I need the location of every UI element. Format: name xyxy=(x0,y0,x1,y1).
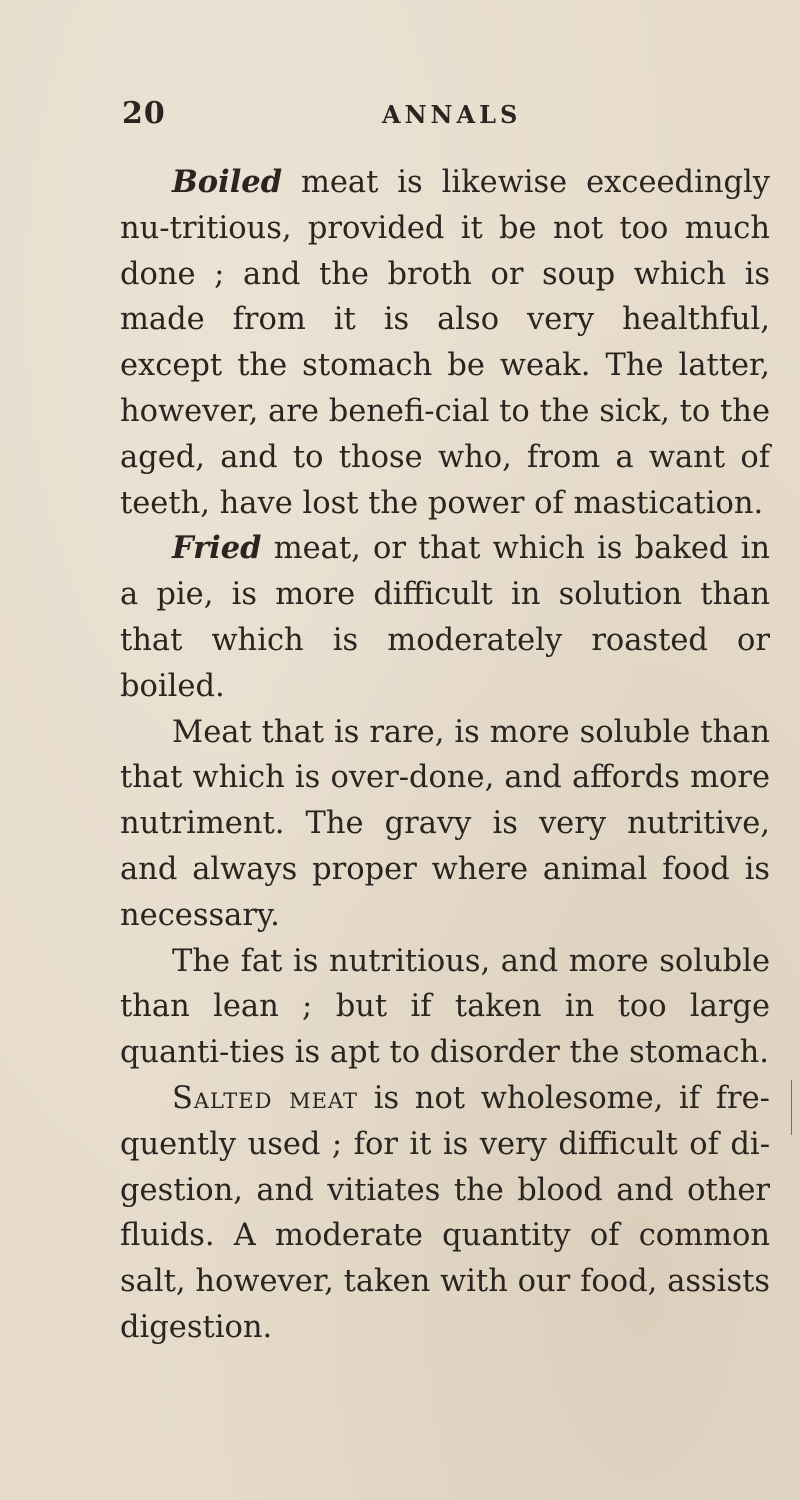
paragraph-salted-meat xyxy=(120,1076,770,1351)
page-number: 20 xyxy=(122,96,166,131)
page-edge-mark xyxy=(791,1080,792,1135)
body-text xyxy=(120,160,770,1351)
paragraph-boiled-meat xyxy=(120,160,770,526)
paragraph-fat: The fat is nutritious, and more soluble than lean ; but if taken in too large quanti-ties is apt to disorder the stomach. xyxy=(120,943,770,1071)
paragraph-lead-smallcaps: Salted meat xyxy=(172,1080,359,1116)
paragraph-lead-word: Boiled xyxy=(172,164,283,200)
page-header xyxy=(122,96,722,136)
paragraph-text: meat, or that which is baked in a pie, is more difficult in solution than that which is moderately roasted or boiled. xyxy=(120,531,770,704)
paragraph-text: is not wholesome, if fre-quently used ; for it is very difficult of di-gestion, and vitiates the blood and other fluids. A moderate quantity of common salt, however, taken with our food, assists digestion. xyxy=(120,1080,770,1345)
paragraph-text: meat is likewise exceedingly nu-tritious, provided it be not too much done ; and the broth or soup which is made from it is also very healthful, except the stomach be weak. The latter, however, are benefi-cial to the sick, to the aged, and to those who, from a want of teeth, have lost the power of mastication. xyxy=(120,165,770,521)
running-head: ANNALS xyxy=(382,100,522,129)
paragraph-lead-word: Fried xyxy=(172,530,262,567)
paragraph-rare-meat: Meat that is rare, is more soluble than that which is over-done, and affords more nutriment. The gravy is very nutritive, and always proper where animal food is necessary. xyxy=(120,714,770,933)
paragraph-fried-meat xyxy=(120,526,770,709)
